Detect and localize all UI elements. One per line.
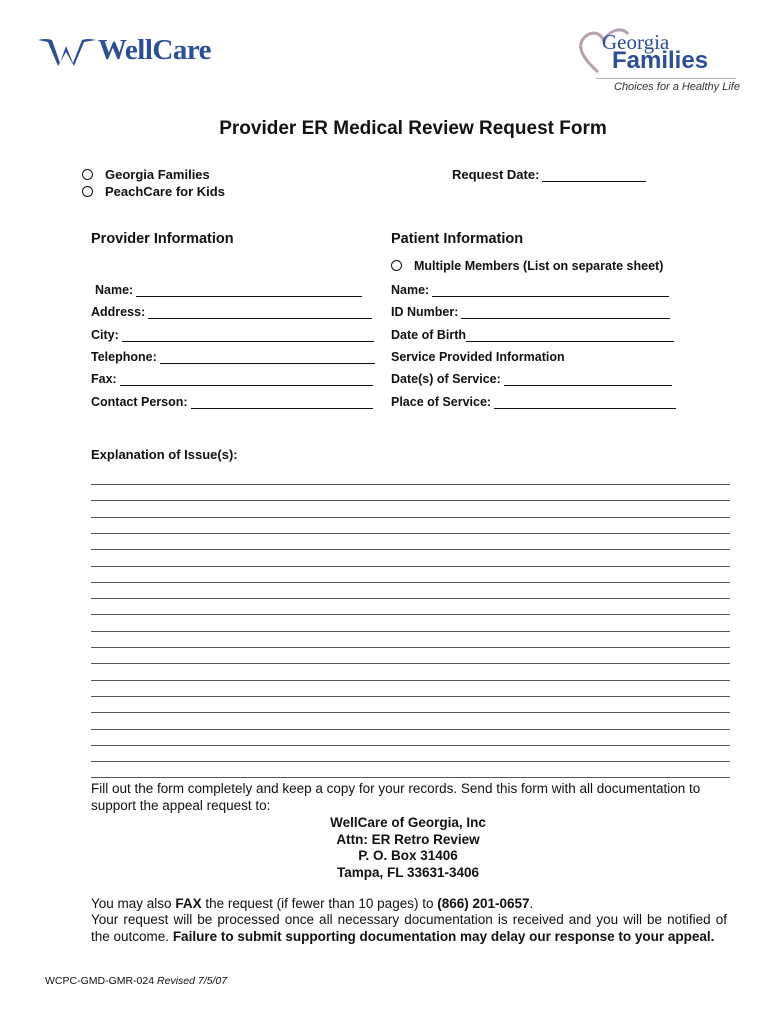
explanation-line[interactable] (91, 566, 730, 567)
provider-name-field[interactable]: Name: (95, 283, 362, 297)
fax-note: You may also FAX the request (if fewer than 10 pages) to (866) 201-0657. (91, 896, 534, 911)
explanation-line[interactable] (91, 761, 730, 762)
address-line: Tampa, FL 33631-3406 (336, 864, 480, 880)
processing-note: Your request will be processed once all necessary documentation is received and you will be notified of the outcome. Failure to submit supporting documentation may delay our response to your appeal. (91, 912, 727, 944)
provider-heading: Provider Information (91, 231, 234, 247)
warning-text: Failure to submit supporting documentation may delay our response to your appeal. (172, 928, 715, 944)
radio-circle-icon[interactable] (82, 186, 93, 197)
explanation-line[interactable] (91, 712, 730, 713)
place-of-service-field[interactable]: Place of Service: (391, 395, 676, 409)
wellcare-logo (38, 34, 211, 67)
explanation-line[interactable] (91, 663, 730, 664)
georgia-logo-bottom: Families (612, 47, 709, 74)
wellcare-logo-text: WellCare (98, 34, 212, 66)
explanation-line[interactable] (91, 777, 730, 778)
provider-telephone-field[interactable]: Telephone: (91, 350, 375, 364)
form-title: Provider ER Medical Review Request Form (219, 118, 607, 139)
instructions-text: Fill out the form completely and keep a copy for your records. Send this form with all documentation to support the appeal request to: (91, 781, 701, 813)
georgia-logo-top: Georgia (602, 30, 670, 54)
provider-fax-field[interactable]: Fax: (91, 372, 373, 386)
patient-id-field[interactable]: ID Number: (391, 305, 670, 319)
address-line: P. O. Box 31406 (358, 848, 458, 863)
georgia-tagline: Choices for a Healthy Life (614, 81, 740, 93)
provider-address-field[interactable]: Address: (91, 305, 372, 319)
option-multiple-members[interactable]: Multiple Members (List on separate sheet) (391, 259, 663, 273)
radio-circle-icon[interactable] (391, 260, 402, 271)
explanation-line[interactable] (91, 500, 730, 501)
explanation-line[interactable] (91, 631, 730, 632)
explanation-line[interactable] (91, 598, 730, 599)
provider-contact-field[interactable]: Contact Person: (91, 395, 373, 409)
radio-circle-icon[interactable] (82, 169, 93, 180)
patient-name-field[interactable]: Name: (391, 283, 669, 297)
explanation-line[interactable] (91, 533, 730, 534)
logo-divider (596, 78, 736, 79)
explanation-line[interactable] (91, 517, 730, 518)
mailing-address (0, 815, 770, 881)
request-date-field[interactable]: Request Date: (452, 167, 646, 182)
explanation-line[interactable] (91, 729, 730, 730)
explanation-line[interactable] (91, 549, 730, 550)
patient-dob-field[interactable]: Date of Birth (391, 328, 674, 342)
explanation-line[interactable] (91, 582, 730, 583)
explanation-line[interactable] (91, 614, 730, 615)
service-dates-field[interactable]: Date(s) of Service: (391, 372, 672, 386)
form-code: WCPC-GMD-GMR-024 Revised 7/5/07 (45, 975, 228, 987)
service-info-heading: Service Provided Information (391, 350, 565, 364)
explanation-label: Explanation of Issue(s): (91, 447, 238, 462)
request-date-line[interactable] (542, 169, 646, 182)
option-georgia-families[interactable]: Georgia Families (82, 167, 210, 182)
explanation-line[interactable] (91, 745, 730, 746)
explanation-line[interactable] (91, 696, 730, 697)
provider-city-field[interactable]: City: (91, 328, 374, 342)
wellcare-wave-icon (38, 36, 96, 66)
explanation-line[interactable] (91, 647, 730, 648)
explanation-line[interactable] (91, 484, 730, 485)
explanation-line[interactable] (91, 680, 730, 681)
patient-heading: Patient Information (391, 231, 524, 247)
address-line: WellCare of Georgia, Inc (330, 815, 486, 830)
address-line: Attn: ER Retro Review (336, 831, 480, 847)
option-peachcare[interactable]: PeachCare for Kids (82, 184, 225, 199)
